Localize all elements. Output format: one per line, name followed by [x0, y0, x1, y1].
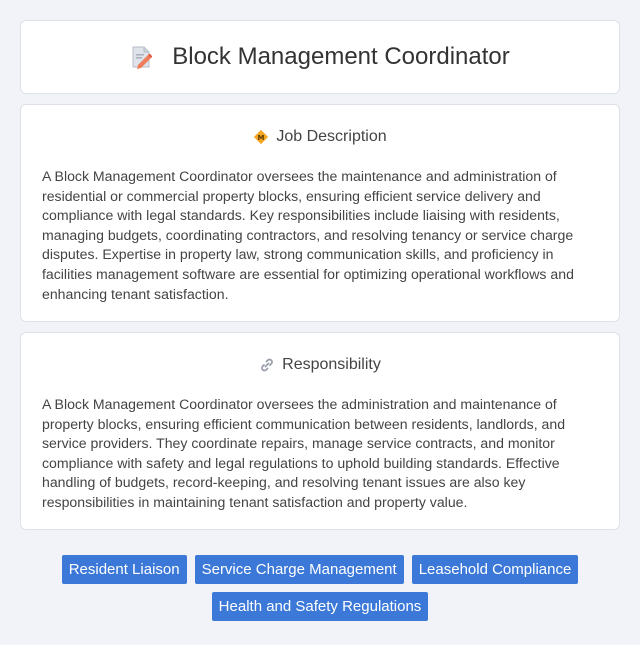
tag-service-charge-management[interactable]: Service Charge Management [195, 555, 404, 584]
skill-tags [20, 555, 620, 621]
job-description-text: A Block Management Coordinator oversees the maintenance and administration of residential or commercial property blocks, ensuring efficient service delivery and compliance with legal standards. Key responsibilities include liaising with residents, managing budgets, coordinating contractors, and resolving tenancy or service charge disputes. Expertise in property law, strong communication skills, and proficiency in facilities management software are essential for optimizing operational workflows and enhancing tenant satisfaction. [42, 168, 574, 302]
responsibility-heading [42, 355, 598, 375]
badge-icon [253, 129, 269, 145]
tag-leasehold-compliance[interactable]: Leasehold Compliance [412, 555, 579, 584]
job-description-card [20, 104, 620, 322]
svg-text:M: M [257, 134, 265, 142]
job-description-title: Job Description [276, 128, 387, 145]
responsibility-card [20, 332, 620, 530]
tag-resident-liaison[interactable]: Resident Liaison [62, 555, 187, 584]
responsibility-text: A Block Management Coordinator oversees the administration and maintenance of property blocks, ensuring efficient communication between residents, landlords, and service providers. They coordinate repairs, manage service contracts, and monitor compliance with safety and legal regulations to uphold building standards. Effective handling of budgets, record-keeping, and resolving tenant issues are also key responsibilities in maintaining tenant satisfaction and property value. [42, 396, 566, 510]
title-card [20, 20, 620, 94]
page-title: Block Management Coordinator [172, 43, 510, 70]
responsibility-title: Responsibility [282, 356, 381, 373]
link-icon [259, 357, 275, 373]
document-pencil-icon [130, 45, 152, 69]
tag-health-and-safety-regulations[interactable]: Health and Safety Regulations [212, 592, 429, 621]
job-description-heading [42, 127, 598, 147]
